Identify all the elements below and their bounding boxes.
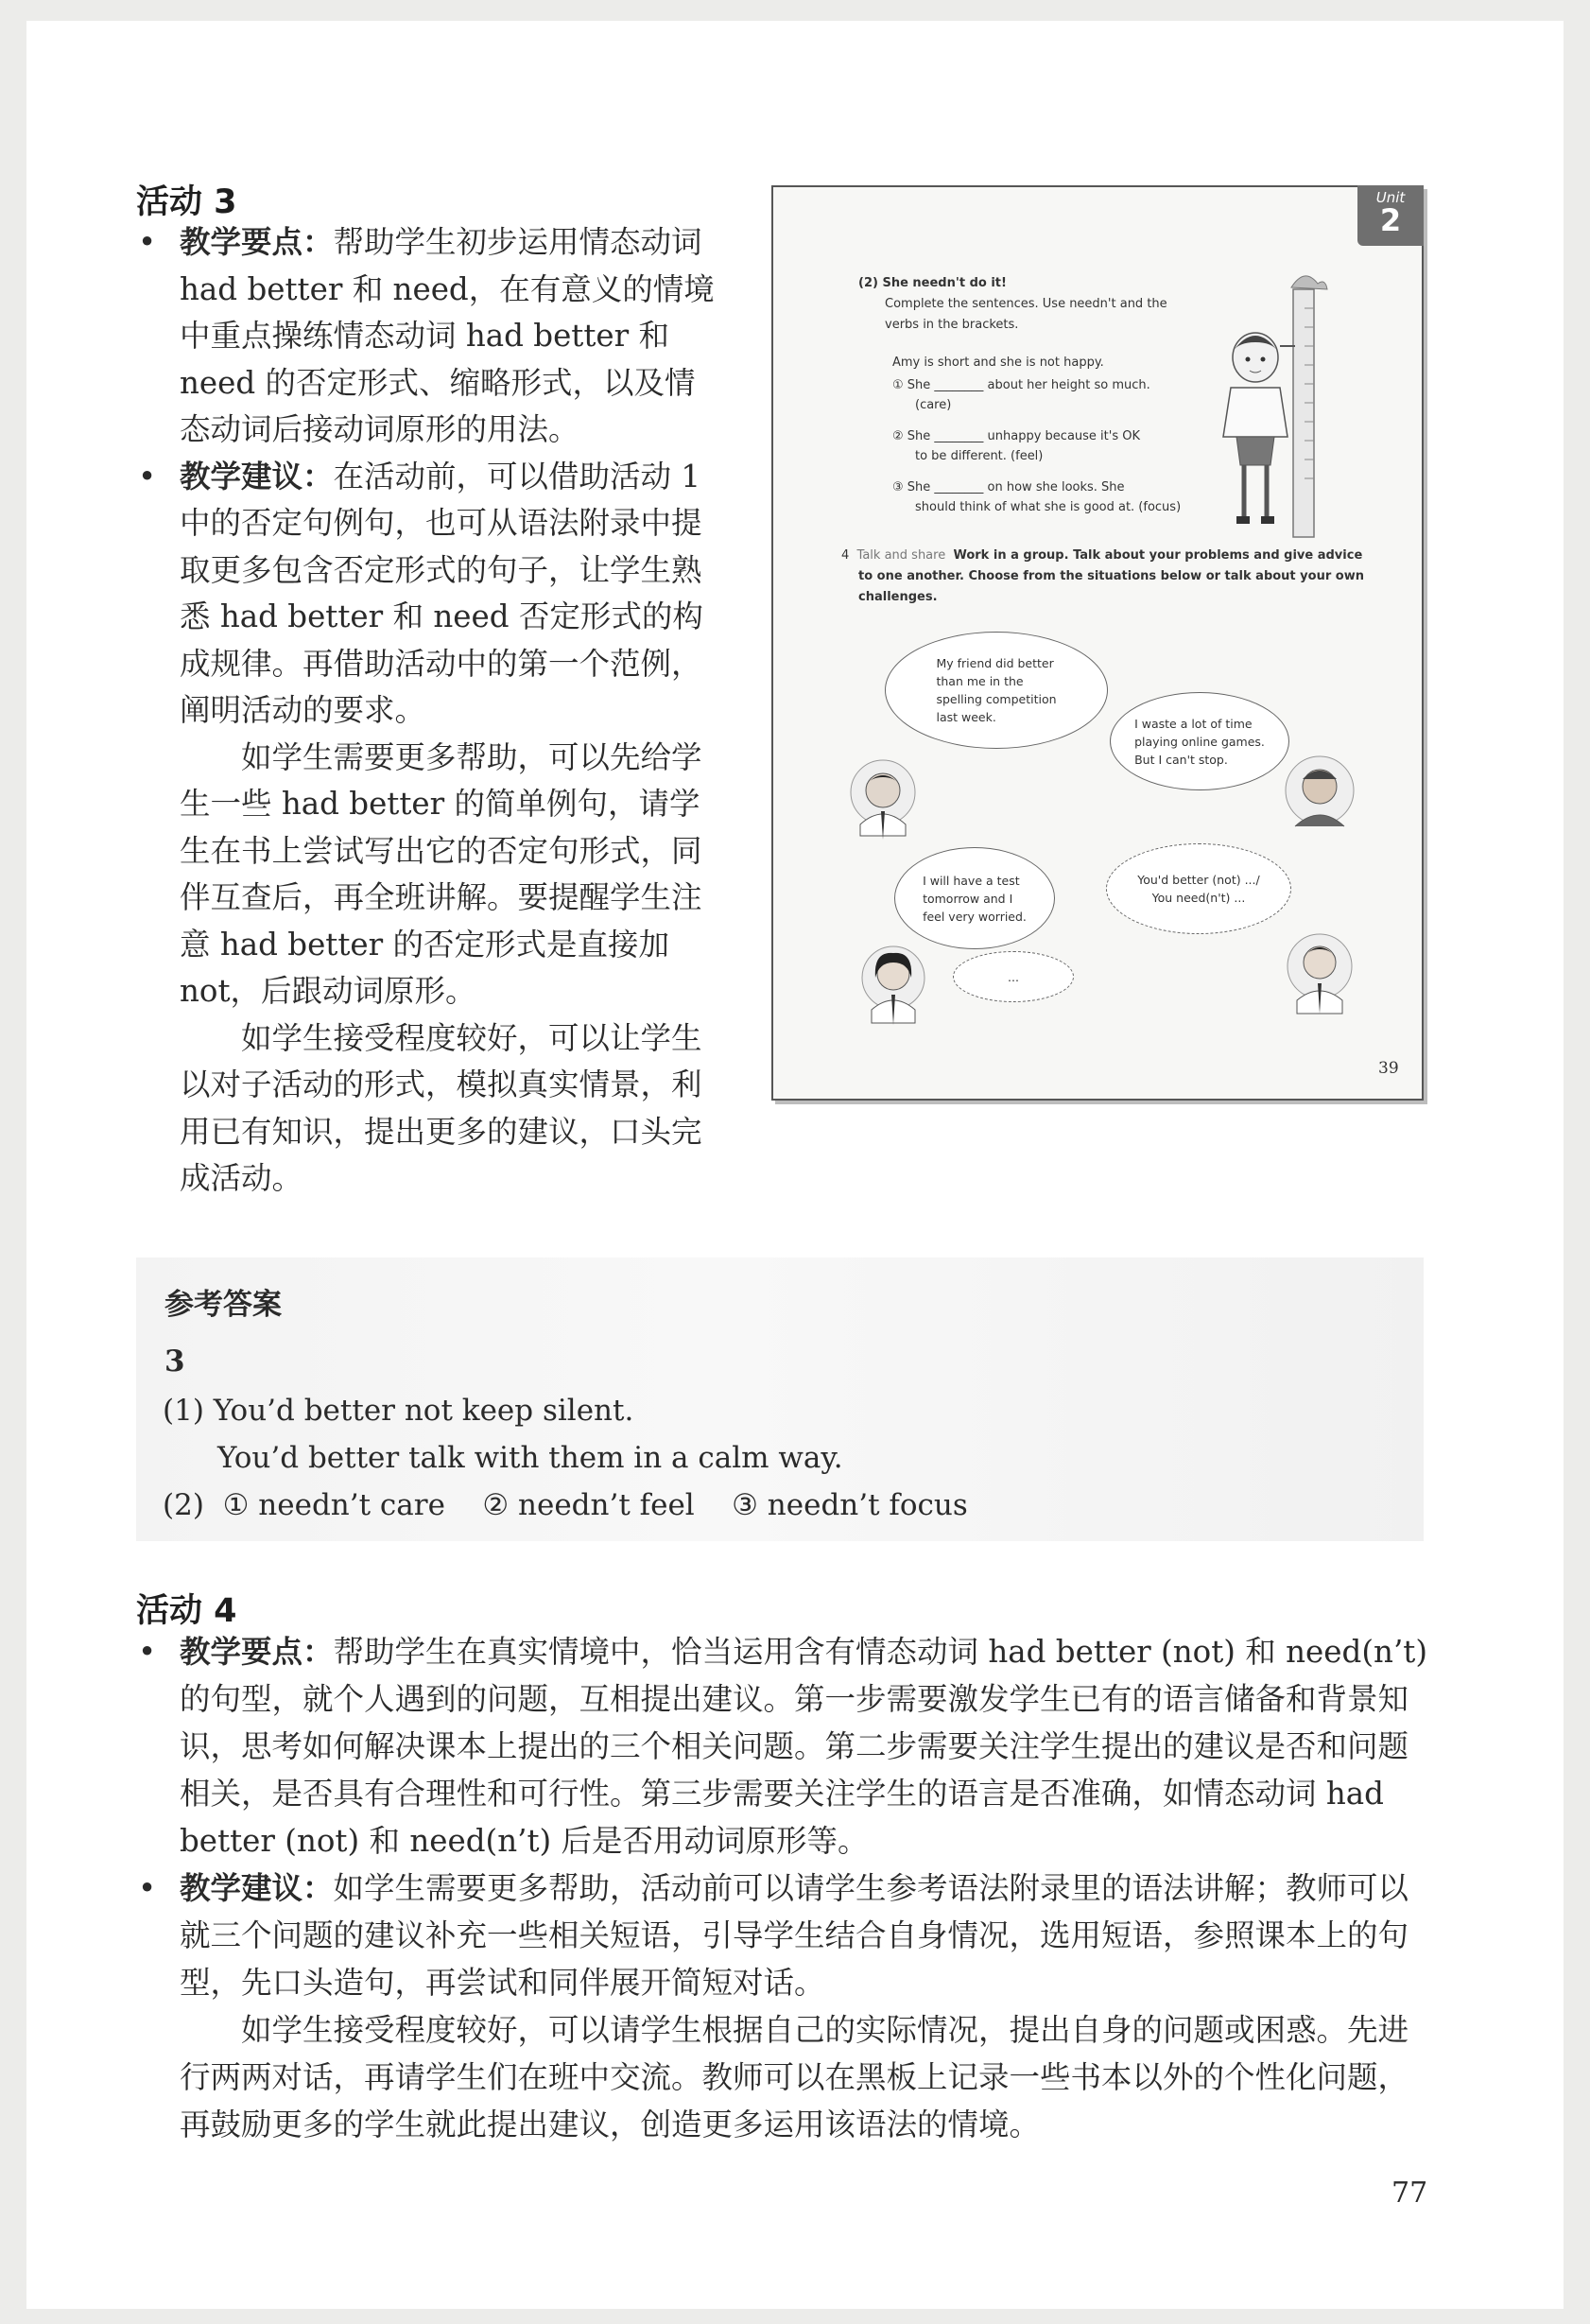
- bubble-1-line: than me in the: [936, 674, 1024, 688]
- activity4-body: [136, 1628, 1427, 2148]
- answers-number: 3: [164, 1344, 185, 1379]
- exercise-item-2: ② She ________ unhappy because it's OK: [892, 429, 1141, 443]
- activity3-paragraph-2: 如学生接受程度较好，可以让学生以对子活动的形式，模拟真实情景，利用已有知识，提出更多的建议，口头完成活动。: [180, 1019, 702, 1196]
- unit-tab: [1357, 185, 1424, 246]
- bubble-1-line: spelling competition: [936, 692, 1057, 706]
- bullet-dot: •: [138, 224, 157, 260]
- answer-3-2: ② needn’t feel: [482, 1488, 695, 1522]
- bubble-5-text: ...: [1008, 969, 1019, 984]
- unit-number: 2: [1379, 202, 1402, 238]
- textbook-page-image: [771, 185, 1424, 1101]
- exercise-item-3-cont: should think of what she is good at. (focus): [915, 500, 1182, 514]
- point-text: 帮助学生初步运用情态动词 had better 和 need，在有意义的情境中重点操练情态动词 had better 和 need 的否定形式、缩略形式，以及情态动词后接动词原形的用法。: [180, 224, 715, 447]
- task-label: Talk and share: [856, 548, 946, 563]
- suggest-label: 教学建议：: [180, 458, 334, 494]
- answer-3-1: ① needn’t care: [222, 1488, 445, 1522]
- suggest-text: 在活动前，可以借助活动 1 中的否定句例句，也可从语法附录中提取更多包含否定形式的句子，让学生熟悉 had better 和 need 否定形式的构成规律。再借助活动中的第一个范例，阐明活动的要求。: [180, 458, 703, 728]
- student-girl-avatar-1: [858, 940, 928, 1031]
- page-number: 77: [1391, 2177, 1428, 2210]
- answer-3-3: ③ needn’t focus: [732, 1488, 968, 1522]
- answer-line-3: [163, 1486, 968, 1524]
- exercise-item-3: ③ She ________ on how she looks. She: [892, 480, 1125, 494]
- bubble-3-line: tomorrow and I: [923, 891, 1013, 906]
- activity4-paragraph-1: 如学生接受程度较好，可以请学生根据自己的实际情况，提出自身的问题或困惑。先进行两两对话，再请学生们在班中交流。教师可以在黑板上记录一些书本以外的个性化问题，再鼓励更多的学生就此提出建议，创造更多运用该语法的情境。: [180, 2012, 1409, 2142]
- task-instruction-2: to one another. Choose from the situations below or talk about your own: [858, 569, 1364, 583]
- activity4-heading: 活动 4: [136, 1592, 237, 1630]
- activity4-teaching-point: [136, 1628, 1427, 1864]
- exercise-instruction-2: verbs in the brackets.: [885, 318, 1019, 332]
- speech-bubble-2: [1110, 692, 1289, 790]
- bubble-4-line: You'd better (not) .../: [1137, 873, 1260, 887]
- answer-line-1: (1) You’d better not keep silent.: [163, 1394, 634, 1428]
- answer-line-2: You’d better talk with them in a calm way.: [217, 1441, 843, 1475]
- bubble-1-line: last week.: [936, 710, 996, 724]
- answers-title: 参考答案: [164, 1288, 282, 1322]
- speech-bubble-3: [894, 847, 1055, 949]
- suggest-label: 教学建议：: [180, 1870, 334, 1906]
- exercise-title: (2) She needn't do it!: [858, 276, 1007, 290]
- bubble-2-line: I waste a lot of time: [1134, 716, 1253, 731]
- activity4-teaching-suggestion: [136, 1864, 1427, 2006]
- bubble-2-line: playing online games.: [1134, 734, 1265, 749]
- point-label: 教学要点：: [180, 1634, 334, 1670]
- speech-bubble-4: [1106, 843, 1291, 934]
- unit-label: Unit: [1375, 189, 1406, 206]
- bullet-dot: •: [138, 458, 157, 494]
- textbook-page-number: 39: [1378, 1059, 1399, 1078]
- exercise-intro: Amy is short and she is not happy.: [892, 356, 1104, 370]
- activity3-body: [136, 219, 722, 1203]
- student-man-avatar: [1282, 753, 1357, 838]
- speech-bubble-1: [885, 632, 1108, 749]
- exercise-item-1: ① She ________ about her height so much.: [892, 378, 1150, 392]
- task-line-1: [841, 546, 1362, 565]
- activity3-teaching-point: [136, 219, 722, 454]
- bubble-3-line: feel very worried.: [923, 909, 1027, 924]
- point-text: 帮助学生在真实情境中，恰当运用含有情态动词 had better (not) 和 need(n’t) 的句型，就个人遇到的问题，互相提出建议。第一步需要激发学生已有的语言储备和背景知识，思考如何解决课本上提出的三个相关问题。第二步需要关注学生提出的建议是否和问题相关，是否具有合理性和可行性。第三步需要关注学生的语言是否准确，如情态动词 had better (not) 和 need(n’t) 后是否用动词原形等。: [180, 1634, 1428, 1859]
- bubble-4-line: You need(n't) ...: [1151, 891, 1246, 905]
- bubble-3-line: I will have a test: [923, 873, 1020, 888]
- bullet-dot: •: [138, 1870, 157, 1906]
- girl-height-chart-illustration: [1218, 270, 1350, 545]
- bubble-2-line: But I can't stop.: [1134, 752, 1228, 767]
- bullet-dot: •: [138, 1634, 157, 1670]
- activity3-paragraph-1: 如学生需要更多帮助，可以先给学生一些 had better 的简单例句，请学生在书上尝试写出它的否定句形式，同伴互查后，再全班讲解。要提醒学生注意 had better 的否定形式是直接加 not，后跟动词原形。: [180, 738, 702, 1009]
- activity3-teaching-suggestion: [136, 454, 722, 735]
- activity3-heading: 活动 3: [136, 183, 237, 221]
- task-number: 4: [841, 548, 850, 563]
- student-girl-avatar-2: [1282, 927, 1357, 1021]
- exercise-instruction-1: Complete the sentences. Use needn't and the: [885, 297, 1167, 311]
- answer-line-3-label: (2): [163, 1488, 204, 1522]
- task-instruction-3: challenges.: [858, 590, 938, 604]
- student-boy-avatar: [847, 756, 919, 847]
- speech-bubble-5: [953, 951, 1074, 1002]
- bubble-1-line: My friend did better: [936, 656, 1054, 670]
- point-label: 教学要点：: [180, 224, 334, 260]
- task-instruction-1: Work in a group. Talk about your problems and give advice: [953, 548, 1363, 563]
- suggest-text: 如学生需要更多帮助，活动前可以请学生参考语法附录里的语法讲解；教师可以就三个问题的建议补充一些相关短语，引导学生结合自身情况，选用短语，参照课本上的句型，先口头造句，再尝试和同伴展开简短对话。: [180, 1870, 1409, 2001]
- reference-answers-box: [136, 1257, 1424, 1541]
- exercise-item-2-cont: to be different. (feel): [915, 449, 1044, 463]
- exercise-item-1-verb: (care): [915, 398, 952, 412]
